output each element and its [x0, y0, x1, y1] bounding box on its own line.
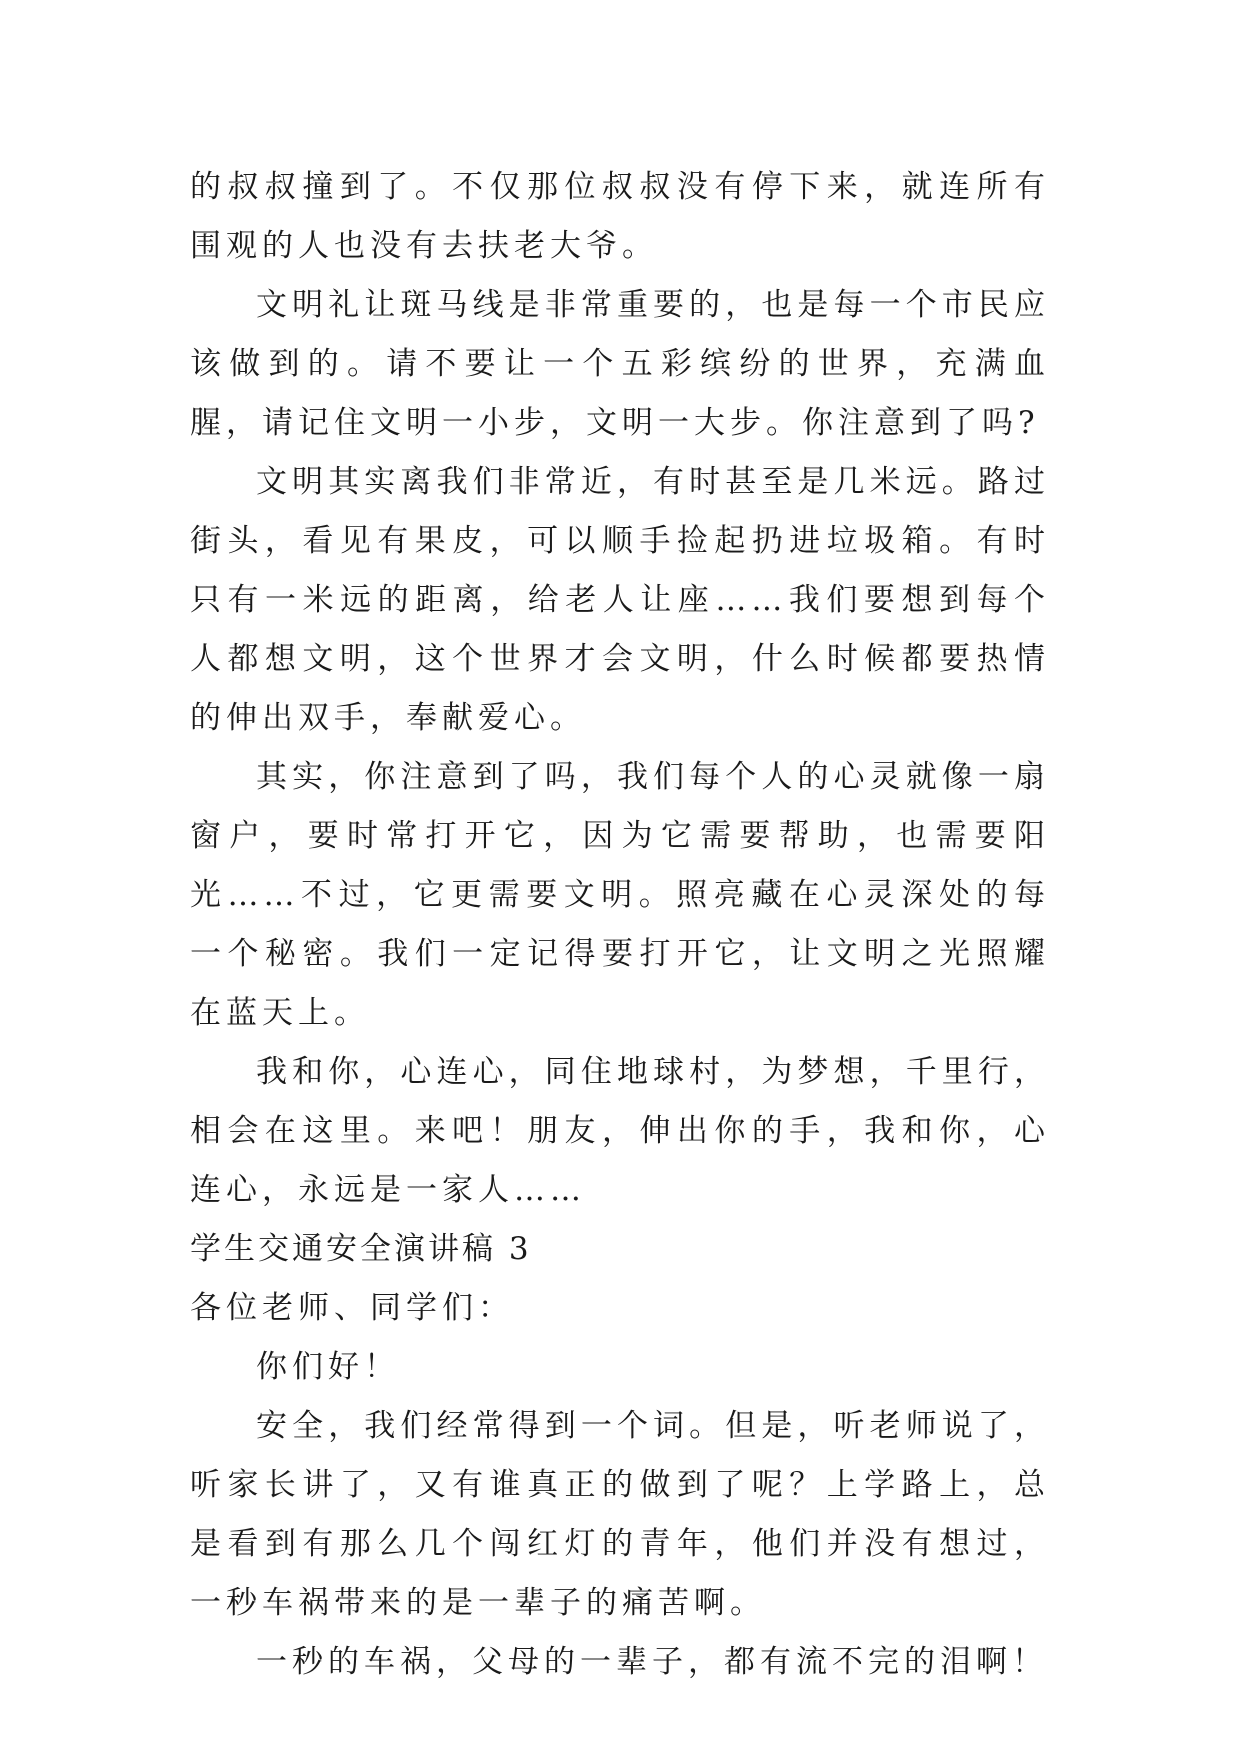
section-title: 学生交通安全演讲稿 3 — [190, 1231, 532, 1267]
paragraph-one-second: 一秒的车祸，父母的一辈子，都有流不完的泪啊！ — [256, 1644, 1048, 1680]
paragraph-safety: 安全，我们经常得到一个词。但是，听老师说了，听家长讲了，又有谁真正的做到了呢？上学路上，总是看到有那么几个闯红灯的青年，他们并没有想过，一秒车祸带来的是一辈子的痛苦啊。 — [190, 1408, 1050, 1621]
greeting: 你们好！ — [256, 1349, 400, 1385]
paragraph-heart-to-heart: 我和你，心连心，同住地球村，为梦想，千里行，相会在这里。来吧！朋友，伸出你的手，我和你，心连心，永远是一家人…… — [190, 1054, 1050, 1208]
paragraph-zebra-crossing: 文明礼让斑马线是非常重要的，也是每一个市民应该做到的。请不要让一个五彩缤纷的世界，充满血腥，请记住文明一小步，文明一大步。你注意到了吗? — [190, 287, 1050, 441]
paragraph-civility-nearby: 文明其实离我们非常近，有时甚至是几米远。路过街头，看见有果皮，可以顺手捡起扔进垃圾箱。有时只有一米远的距离，给老人让座……我们要想到每个人都想文明，这个世界才会文明，什么时候都要热情的伸出双手，奉献爱心。 — [190, 464, 1050, 736]
paragraph-continuation: 的叔叔撞到了。不仅那位叔叔没有停下来，就连所有围观的人也没有去扶老大爷。 — [190, 169, 1050, 264]
document-page — [190, 158, 1050, 1692]
paragraph-heart-window: 其实，你注意到了吗，我们每个人的心灵就像一扇窗户，要时常打开它，因为它需要帮助，也需要阳光……不过，它更需要文明。照亮藏在心灵深处的每一个秘密。我们一定记得要打开它，让文明之光照耀在蓝天上。 — [190, 759, 1050, 1031]
salutation: 各位老师、同学们： — [190, 1290, 514, 1326]
